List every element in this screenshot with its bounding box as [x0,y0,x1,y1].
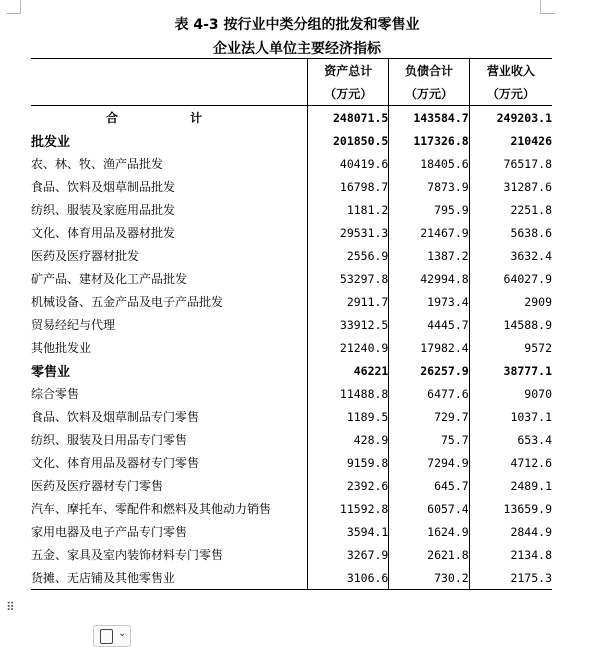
table-row [31,451,552,474]
total-row [31,106,552,130]
table-row [31,290,552,313]
revenue-value: 9572 [469,336,552,359]
table-row [31,497,552,520]
total-label: 合 计 [106,111,233,125]
section-label: 零售业 [31,365,71,380]
industry-name: 食品、饮料及烟草制品批发 [31,180,176,194]
revenue-value: 2909 [469,290,552,313]
assets-value: 1181.2 [308,198,389,221]
assets-value: 2556.9 [308,244,389,267]
liabilities-value: 795.9 [389,198,469,221]
section-assets: 201850.5 [308,129,389,152]
assets-value: 428.9 [308,428,389,451]
revenue-value: 14588.9 [469,313,552,336]
liabilities-value: 2621.8 [389,543,469,566]
revenue-value: 2175.3 [469,566,552,590]
table-row [31,221,552,244]
revenue-value: 4712.6 [469,451,552,474]
table-row [31,428,552,451]
assets-value: 53297.8 [308,267,389,290]
assets-value: 33912.5 [308,313,389,336]
liabilities-value: 7294.9 [389,451,469,474]
header-assets-unit: （万元） [308,82,389,106]
table-title-line1: 表 4-3 按行业中类分组的批发和零售业 [174,17,420,33]
table-row [31,566,552,590]
liabilities-value: 7873.9 [389,175,469,198]
industry-name: 机械设备、五金产品及电子产品批发 [31,295,224,309]
industry-name: 贸易经纪与代理 [31,318,116,332]
assets-value: 16798.7 [308,175,389,198]
industry-name: 五金、家具及室内装饰材料专门零售 [31,548,224,562]
header-revenue: 营业收入 [469,59,552,83]
table-row [31,405,552,428]
total-liabilities: 143584.7 [389,106,469,130]
table-row [31,313,552,336]
table-row [31,543,552,566]
revenue-value: 2844.9 [469,520,552,543]
section-row-wholesale [31,129,552,152]
table-row [31,267,552,290]
assets-value: 3106.6 [308,566,389,590]
industry-name: 货摊、无店铺及其他零售业 [31,566,308,590]
industry-name: 综合零售 [31,387,80,401]
header-blank [31,59,308,83]
assets-value: 29531.3 [308,221,389,244]
liabilities-value: 1387.2 [389,244,469,267]
revenue-value: 2489.1 [469,474,552,497]
liabilities-value: 6477.6 [389,382,469,405]
assets-value: 3594.1 [308,520,389,543]
liabilities-value: 730.2 [389,566,469,590]
section-revenue: 210426 [469,129,552,152]
header-assets: 资产总计 [308,59,389,83]
revenue-value: 2134.8 [469,543,552,566]
table-row [31,382,552,405]
liabilities-value: 645.7 [389,474,469,497]
table-row [31,336,552,359]
industry-name: 家用电器及电子产品专门零售 [31,525,188,539]
liabilities-value: 42994.8 [389,267,469,290]
liabilities-value: 17982.4 [389,336,469,359]
clipboard-icon [100,629,113,644]
assets-value: 2911.7 [308,290,389,313]
revenue-value: 653.4 [469,428,552,451]
section-label: 批发业 [31,135,71,150]
table-row [31,520,552,543]
header-liabilities-unit: （万元） [389,82,469,106]
assets-value: 11488.8 [308,382,389,405]
statistics-table [31,58,552,590]
industry-name: 农、林、牧、渔产品批发 [31,157,164,171]
liabilities-value: 75.7 [389,428,469,451]
chevron-down-icon: ⌄ [118,628,127,639]
header-liabilities: 负债合计 [389,59,469,83]
assets-value: 11592.8 [308,497,389,520]
assets-value: 40419.6 [308,152,389,175]
industry-name: 医药及医疗器材专门零售 [31,479,164,493]
drag-handle-icon[interactable]: ⠿ [6,600,15,614]
assets-value: 21240.9 [308,336,389,359]
revenue-value: 3632.4 [469,244,552,267]
liabilities-value: 18405.6 [389,152,469,175]
assets-value: 9159.8 [308,451,389,474]
table-row [31,152,552,175]
header-row-2 [31,82,552,106]
liabilities-value: 1973.4 [389,290,469,313]
header-revenue-unit: （万元） [469,82,552,106]
header-blank [31,82,308,106]
total-assets: 248071.5 [308,106,389,130]
table-row [31,175,552,198]
revenue-value: 31287.6 [469,175,552,198]
section-row-retail [31,359,552,382]
industry-name: 矿产品、建材及化工产品批发 [31,272,188,286]
revenue-value: 2251.8 [469,198,552,221]
liabilities-value: 21467.9 [389,221,469,244]
liabilities-value: 4445.7 [389,313,469,336]
revenue-value: 64027.9 [469,267,552,290]
industry-name: 汽车、摩托车、零配件和燃料及其他动力销售 [31,502,272,516]
revenue-value: 1037.1 [469,405,552,428]
total-revenue: 249203.1 [469,106,552,130]
table-title-line2: 企业法人单位主要经济指标 [213,41,381,57]
revenue-value: 5638.6 [469,221,552,244]
section-assets: 46221 [308,359,389,382]
liabilities-value: 6057.4 [389,497,469,520]
section-liabilities: 26257.9 [389,359,469,382]
liabilities-value: 729.7 [389,405,469,428]
margin-corner-left [6,0,21,14]
revenue-value: 13659.9 [469,497,552,520]
liabilities-value: 1624.9 [389,520,469,543]
industry-name: 其他批发业 [31,341,92,355]
assets-value: 1189.5 [308,405,389,428]
industry-name: 纺织、服装及日用品专门零售 [31,433,188,447]
industry-name: 食品、饮料及烟草制品专门零售 [31,410,200,424]
section-revenue: 38777.1 [469,359,552,382]
revenue-value: 9070 [469,382,552,405]
margin-corner-right [540,0,555,14]
table-row [31,474,552,497]
industry-name: 纺织、服装及家庭用品批发 [31,203,176,217]
industry-name: 医药及医疗器材批发 [31,249,140,263]
industry-name: 文化、体育用品及器材批发 [31,226,176,240]
section-liabilities: 117326.8 [389,129,469,152]
industry-name: 文化、体育用品及器材专门零售 [31,456,200,470]
table-row [31,198,552,221]
header-row-1 [31,59,552,83]
table-row [31,244,552,267]
revenue-value: 76517.8 [469,152,552,175]
assets-value: 3267.9 [308,543,389,566]
assets-value: 2392.6 [308,474,389,497]
